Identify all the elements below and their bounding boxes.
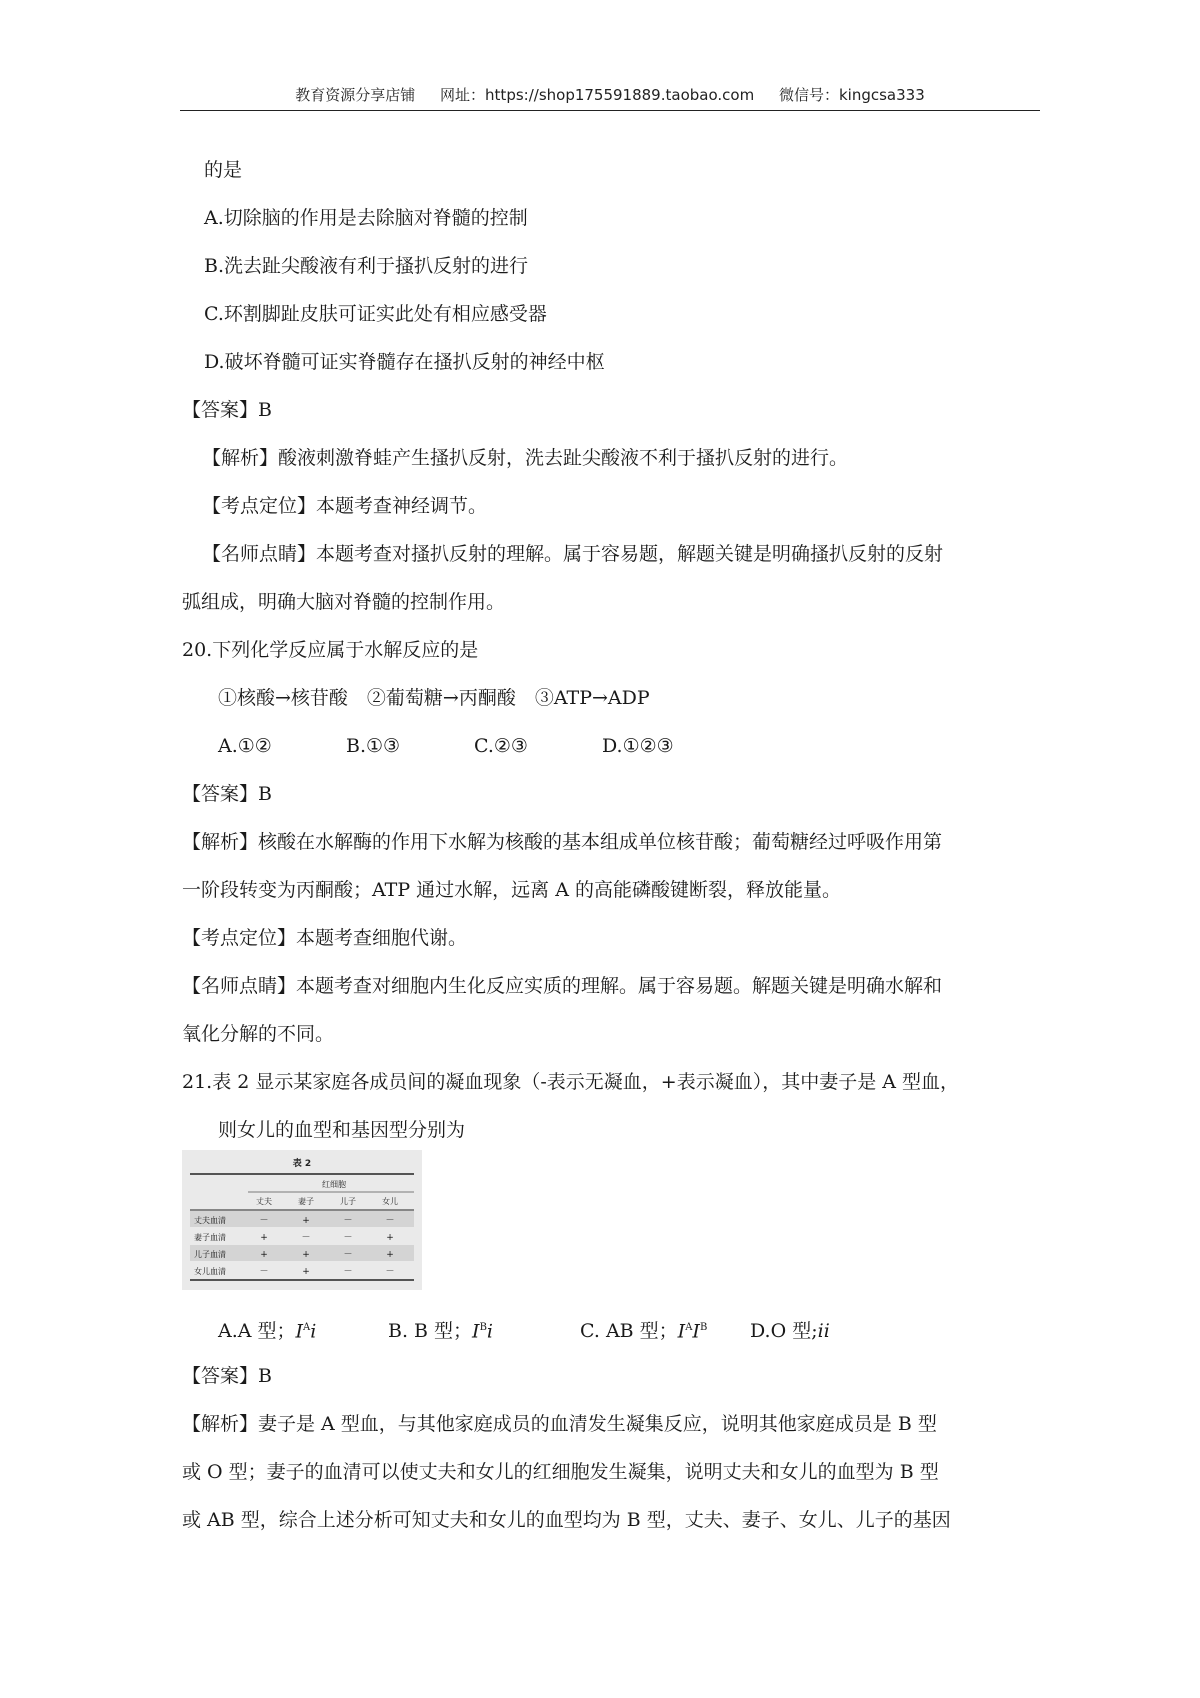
col-header-wife: 妻子 [298,1197,314,1206]
cell-r2c1: + [260,1233,268,1243]
header-url: 网址：https://shop175591889.taobao.com [440,86,755,104]
q21-choice-a-sup: A [303,1322,311,1333]
q21-choice-c-sup2: B [699,1322,708,1333]
q20-answer: 【答案】B [182,783,272,805]
q20-choice-b: B.①③ [346,735,401,757]
q21-choice-a-gene: I [295,1320,304,1343]
cell-r3c2: + [302,1250,310,1260]
q21-choice-b-gene: I [472,1320,480,1343]
header-wechat: 微信号：kingcsa333 [778,86,925,104]
cell-r1c3: － [343,1216,353,1226]
cell-r1c1: － [259,1216,269,1226]
q19-analysis: 【解析】酸液刺激脊蛙产生搔扒反射，洗去趾尖酸液不利于搔扒反射的进行。 [202,447,849,469]
q20-knowledge-point: 【考点定位】本题考查细胞代谢。 [182,927,468,949]
cell-r4c3: － [343,1267,353,1277]
q21-choice-a-text: A.A 型； [218,1320,296,1343]
row-label-wife-serum: 妻子血清 [194,1233,226,1242]
q21-choice-c-text: C. AB 型； [580,1320,678,1343]
q20-choice-a: A.①② [218,735,272,757]
q21-choice-c [580,1316,750,1343]
cell-r2c4: + [386,1233,394,1243]
row-label-daughter-serum: 女儿血清 [194,1267,226,1276]
table-figure [182,1150,422,1290]
col-header-daughter: 女儿 [382,1197,398,1206]
q20-reactions: ①核酸→核苷酸 ②葡萄糖→丙酮酸 ③ATP→ADP [218,687,650,709]
col-header-husband: 丈夫 [256,1197,272,1206]
q21-choice-b-sup: B [479,1322,487,1333]
q19-option-b: B.洗去趾尖酸液有利于搔扒反射的进行 [204,255,529,277]
q19-comment-line2: 弧组成，明确大脑对脊髓的控制作用。 [182,591,506,613]
cell-r2c3: － [343,1233,353,1243]
q20-comment-line1: 【名师点睛】本题考查对细胞内生化反应实质的理解。属于容易题。解题关键是明确水解和 [182,975,943,997]
blood-agglutination-table [182,1150,422,1290]
q21-choice-a [218,1316,388,1343]
table-title: 表 2 [292,1159,312,1169]
q20-choice-d: D.①②③ [602,735,674,757]
cell-r3c3: － [343,1250,353,1260]
q21-choices [218,1316,830,1343]
q20-choices [218,734,674,758]
q21-choice-c-gene1: I [677,1320,686,1343]
q19-option-d: D.破坏脊髓可证实脊髓存在搔扒反射的神经中枢 [204,351,605,373]
col-header-son: 儿子 [340,1197,356,1206]
row-label-son-serum: 儿子血清 [194,1250,226,1259]
q19-comment-line1: 【名师点睛】本题考查对搔扒反射的理解。属于容易题，解题关键是明确搔扒反射的反射 [202,543,944,565]
q21-choice-b [388,1316,580,1343]
q21-stem-line2: 则女儿的血型和基因型分别为 [218,1119,466,1141]
q21-choice-b-tail: i [486,1320,493,1343]
row-label-husband-serum: 丈夫血清 [194,1216,226,1225]
q21-choice-d [750,1319,830,1343]
cell-r4c4: － [385,1267,395,1277]
q20-analysis-line2: 一阶段转变为丙酮酸；ATP 通过水解，远离 A 的高能磷酸键断裂，释放能量。 [182,879,841,901]
q21-choice-b-text: B. B 型； [388,1320,473,1343]
q19-knowledge-point: 【考点定位】本题考查神经调节。 [202,495,488,517]
q21-analysis-line2: 或 O 型；妻子的血清可以使丈夫和女儿的红细胞发生凝集，说明丈夫和女儿的血型为 B 型 [182,1461,939,1483]
q21-analysis-line1: 【解析】妻子是 A 型血，与其他家庭成员的血清发生凝集反应，说明其他家庭成员是 B 型 [182,1413,937,1435]
q19-stem-tail: 的是 [204,159,243,181]
q19-answer: 【答案】B [182,399,272,421]
q19-option-c: C.环割脚趾皮肤可证实此处有相应感受器 [204,303,547,325]
cell-r3c1: + [260,1250,268,1260]
cell-r2c2: － [301,1233,311,1243]
cell-r1c4: － [385,1216,395,1226]
q20-comment-line2: 氧化分解的不同。 [182,1023,335,1045]
q20-stem: 20.下列化学反应属于水解反应的是 [182,639,479,661]
q21-choice-d-text: D.O 型; [750,1320,818,1343]
page-header [180,84,1040,105]
cell-r4c2: + [302,1267,310,1277]
header-divider [180,110,1040,111]
q21-choice-c-gene2: I [692,1320,700,1343]
q21-choice-c-sup1: A [685,1322,693,1333]
table-group-header: 红细胞 [322,1180,346,1189]
q20-choice-c: C.②③ [474,735,528,757]
q21-analysis-line3: 或 AB 型，综合上述分析可知丈夫和女儿的血型均为 B 型，丈夫、妻子、女儿、儿子的基因 [182,1509,951,1531]
q21-choice-d-gene: ii [817,1320,830,1343]
q19-option-a: A.切除脑的作用是去除脑对脊髓的控制 [204,207,528,229]
q21-choice-a-tail: i [310,1320,317,1343]
cell-r1c2: + [302,1216,310,1226]
q20-analysis-line1: 【解析】核酸在水解酶的作用下水解为核酸的基本组成单位核苷酸；葡萄糖经过呼吸作用第 [182,831,943,853]
cell-r4c1: － [259,1267,269,1277]
q21-answer: 【答案】B [182,1365,272,1387]
header-shop: 教育资源分享店铺 [295,86,416,104]
cell-r3c4: + [386,1250,394,1260]
q21-stem-line1: 21.表 2 显示某家庭各成员间的凝血现象（-表示无凝血，+表示凝血），其中妻子是 A 型血， [182,1071,960,1093]
